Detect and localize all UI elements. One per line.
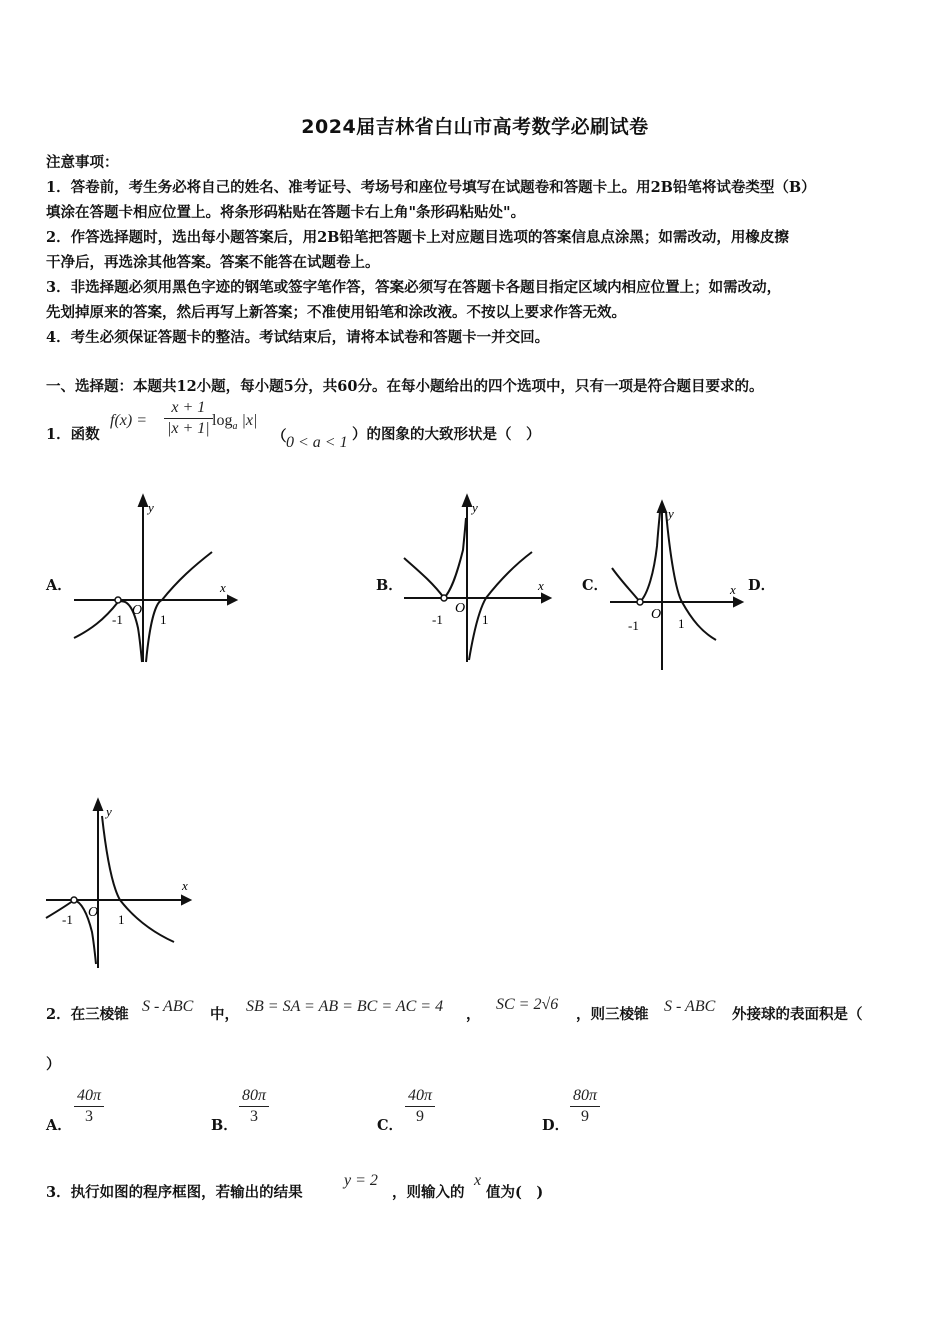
frac-den: 9	[416, 1108, 424, 1125]
q1-condition: 0 < a < 1	[286, 434, 348, 451]
graph-option-a	[70, 490, 240, 670]
tick-neg-one: -1	[112, 612, 123, 627]
frac-num: 40π	[405, 1086, 435, 1107]
q1-option-d-label: D．	[748, 577, 776, 594]
q1-cond-open: （	[272, 428, 287, 445]
q2-option-b-value	[239, 1086, 269, 1127]
tick-neg-one: -1	[432, 612, 443, 627]
y-label: y	[106, 804, 112, 819]
tick-neg-one: -1	[62, 912, 73, 927]
q2-option-c-value	[405, 1086, 435, 1127]
q2-sc: SC = 2√6	[496, 996, 559, 1013]
section-heading: 一、选择题：本题共12小题，每小题5分，共60分。在每小题给出的四个选项中，只有一项是符合题目要求的。	[46, 378, 764, 395]
frac-den: 9	[581, 1108, 589, 1125]
q2-suffix: 外接球的表面积是（	[732, 1006, 863, 1023]
q1-fraction	[164, 398, 213, 439]
q2-option-a-label: A．	[46, 1117, 72, 1134]
notice-line: 3．非选择题必须用黑色字迹的钢笔或签字笔作答，答案必须写在答题卡各题目指定区域内相应位置上；如需改动，	[46, 279, 782, 296]
frac-num: 40π	[74, 1086, 104, 1107]
x-axis-arrow	[182, 896, 190, 904]
notice-line: 2．作答选择题时，选出每小题答案后，用2B铅笔把答题卡上对应题目选项的答案信息点涂黑；如需改动，用橡皮擦	[46, 229, 789, 246]
question-2	[46, 996, 926, 1036]
origin-label: O	[88, 905, 99, 920]
q2-s-abc-2: S - ABC	[664, 998, 716, 1015]
q1-fx: f(x) =	[110, 412, 147, 429]
graph-option-d	[42, 792, 202, 974]
q1-log	[212, 412, 257, 432]
notice-line: 1．答卷前，考生务必将自己的姓名、准考证号、考场号和座位号填写在试题卷和答题卡上。用2B铅笔将试卷类型（B）	[46, 179, 816, 196]
x-label: x	[220, 580, 226, 595]
x-label: x	[730, 582, 736, 597]
q2-equation: SB = SA = AB = BC = AC = 4	[246, 998, 444, 1015]
y-axis-arrow	[463, 496, 471, 506]
q2-prefix: 2．在三棱锥	[46, 1006, 129, 1023]
tick-one: 1	[160, 612, 167, 627]
graph-option-b	[400, 490, 555, 670]
notice-heading: 注意事项：	[46, 154, 119, 171]
curve-left	[612, 568, 640, 602]
curve-right	[146, 552, 212, 662]
frac-num: 80π	[239, 1086, 269, 1107]
x-axis-arrow	[734, 598, 742, 606]
x-label: x	[182, 878, 188, 893]
q2-options	[46, 1086, 646, 1136]
q2-option-d-label: D．	[542, 1117, 570, 1134]
q1-option-a-label: A．	[46, 577, 72, 594]
q3-var: x	[474, 1172, 482, 1189]
tick-one: 1	[678, 616, 685, 631]
q1-log-text: log	[212, 412, 233, 429]
tick-one: 1	[118, 912, 125, 927]
x-axis-arrow	[542, 594, 550, 602]
frac-den: 3	[85, 1108, 93, 1125]
tick-one: 1	[482, 612, 489, 627]
hole-point	[441, 595, 447, 601]
hole-point	[637, 599, 643, 605]
q1-suffix: ）的图象的大致形状是（ ）	[352, 426, 541, 443]
curve-left	[404, 558, 444, 598]
origin-label: O	[651, 607, 662, 622]
frac-den: 3	[250, 1108, 258, 1125]
curve-left-rise	[444, 518, 466, 598]
q3-suffix: 值为( )	[486, 1184, 544, 1201]
question-3	[46, 1172, 646, 1208]
y-label: y	[148, 500, 154, 515]
notice-line: 填涂在答题卡相应位置上。将条形码粘贴在答题卡右上角"条形码粘贴处"。	[46, 204, 526, 221]
q2-s-abc: S - ABC	[142, 998, 194, 1015]
q3-prefix: 3．执行如图的程序框图，若输出的结果	[46, 1184, 303, 1201]
y-axis-arrow	[658, 502, 666, 512]
y-label: y	[472, 500, 478, 515]
q2-option-b-label: B．	[211, 1117, 238, 1134]
q1-log-base: a	[232, 421, 238, 433]
x-axis-arrow	[228, 596, 236, 604]
q2-option-a-value	[74, 1086, 104, 1127]
q1-log-arg: |x|	[241, 412, 258, 429]
q2-mid: 中，	[210, 1006, 239, 1023]
curve-right	[469, 552, 532, 660]
curve-right	[666, 512, 716, 640]
hole-point	[71, 897, 77, 903]
q2-option-d-value	[570, 1086, 600, 1127]
q2-comma: ，	[466, 1006, 481, 1023]
curve-left-rise	[640, 512, 660, 602]
origin-label: O	[455, 601, 466, 616]
q1-frac-den: |x + 1|	[167, 420, 210, 437]
notice-line: 4．考生必须保证答题卡的整洁。考试结束后，请将本试卷和答题卡一并交回。	[46, 329, 550, 346]
q1-option-b-label: B．	[376, 577, 403, 594]
q2-option-c-label: C．	[377, 1117, 404, 1134]
q1-frac-num: x + 1	[164, 398, 213, 419]
hole-point	[115, 597, 121, 603]
origin-label: O	[132, 603, 143, 618]
notice-line: 先划掉原来的答案，然后再写上新答案；不准使用铅笔和涂改液。不按以上要求作答无效。	[46, 304, 626, 321]
y-axis-arrow	[94, 800, 102, 810]
q2-suffix-2: ）	[46, 1056, 61, 1073]
q3-mid: ，则输入的	[392, 1184, 465, 1201]
q2-then: ，则三棱锥	[576, 1006, 649, 1023]
graph-option-c	[606, 496, 751, 676]
x-label: x	[538, 578, 544, 593]
tick-neg-one: -1	[628, 618, 639, 633]
frac-num: 80π	[570, 1086, 600, 1107]
y-label: y	[668, 506, 674, 521]
page-title: 2024届吉林省白山市高考数学必刷试卷	[301, 116, 649, 138]
curve-right	[102, 816, 174, 942]
q3-equation: y = 2	[344, 1172, 378, 1189]
q1-option-c-label: C．	[582, 577, 609, 594]
y-axis-arrow	[139, 496, 147, 506]
notice-line: 干净后，再选涂其他答案。答案不能答在试题卷上。	[46, 254, 380, 271]
q1-prefix: 1．函数	[46, 426, 100, 443]
